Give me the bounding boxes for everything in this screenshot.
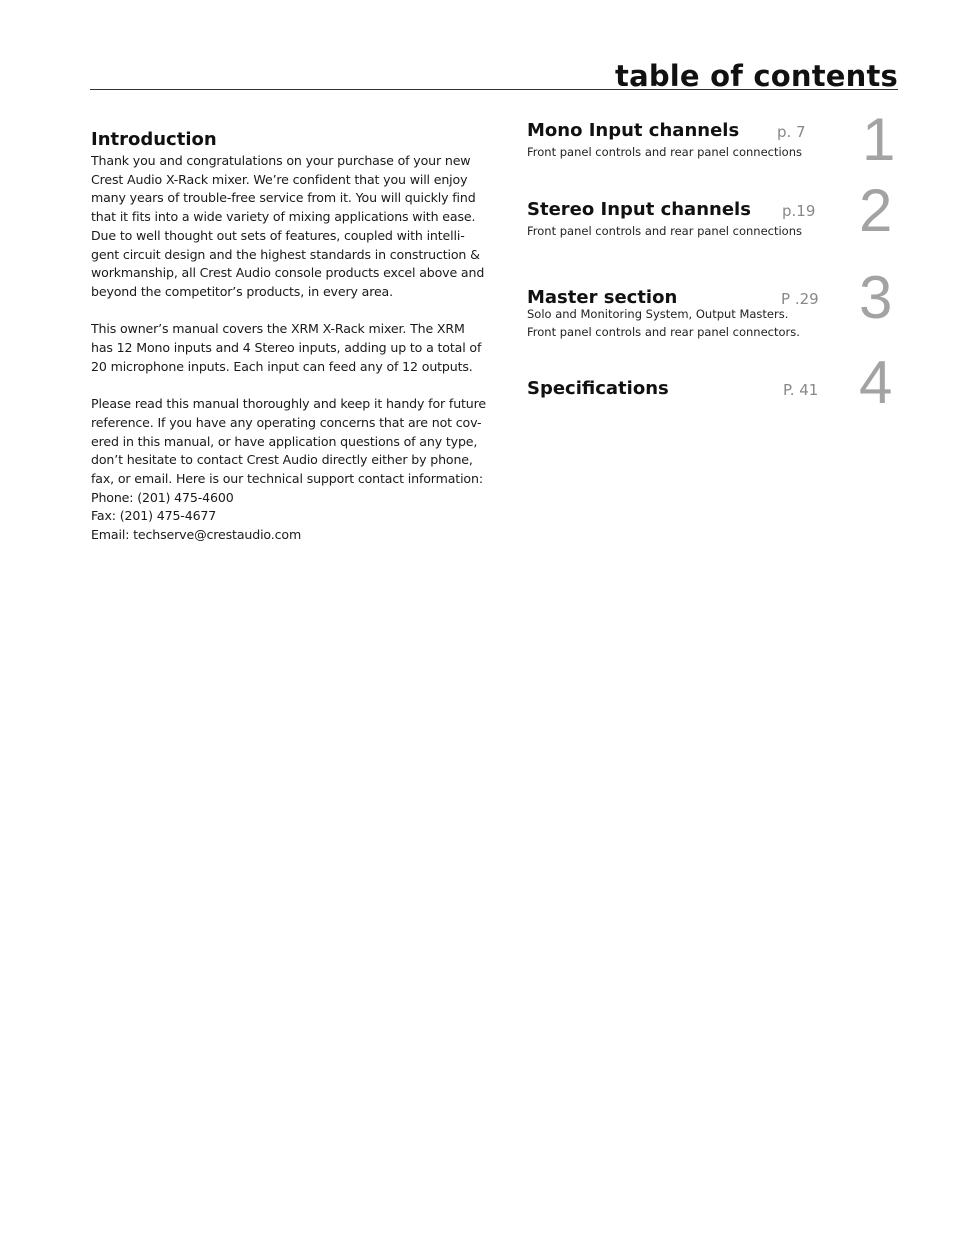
text-line: Thank you and congratulations on your purchase of your new	[91, 153, 471, 168]
text-line: has 12 Mono inputs and 4 Stereo inputs, adding up to a total of	[91, 340, 482, 356]
toc-entry-title: Master section	[527, 287, 678, 308]
introduction-heading: Introduction	[91, 129, 217, 150]
toc-entry-description: Front panel controls and rear panel connections	[527, 224, 803, 238]
toc-entry-page: P. 41	[783, 381, 819, 399]
text-line: Due to well thought out sets of features, coupled with intelli-	[91, 227, 465, 243]
phone-number: Phone: (201) 475-4600	[91, 489, 234, 505]
text-line: ered in this manual, or have application questions of any type,	[91, 433, 478, 449]
text-line: reference. If you have any operating concerns that are not cov-	[91, 414, 482, 430]
toc-entry-description: Solo and Monitoring System, Output Masters.	[527, 307, 789, 321]
text-line: beyond the competitor’s products, in every area.	[91, 283, 393, 299]
page-title: table of contents	[615, 59, 898, 93]
intro-paragraph-3	[91, 395, 509, 545]
toc-entry-title: Stereo Input channels	[527, 199, 751, 220]
text-line: gent circuit design and the highest standards in construction &	[91, 246, 480, 262]
text-line: many years of trouble-free service from it. You will quickly find	[91, 190, 476, 206]
toc-entry-page: p.19	[782, 202, 816, 220]
intro-paragraph-2	[91, 320, 509, 376]
text-line: workmanship, all Crest Audio console products excel above and	[91, 265, 485, 281]
text-line: that it fits into a wide variety of mixing applications with ease.	[91, 209, 476, 225]
toc-entry-description: Front panel controls and rear panel connections	[527, 145, 803, 159]
text-line: Crest Audio X-Rack mixer. We’re confident that you will enjoy	[91, 171, 468, 187]
text-line: don’t hesitate to contact Crest Audio directly either by phone,	[91, 452, 473, 468]
text-line: Please read this manual thoroughly and keep it handy for future	[91, 396, 486, 412]
toc-entry-title: Mono Input channels	[527, 120, 740, 141]
text-line: fax, or email. Here is our technical support contact information:	[91, 470, 483, 486]
fax-number: Fax: (201) 475-4677	[91, 508, 217, 524]
section-number: 3	[859, 264, 893, 331]
toc-entry-page: p. 7	[777, 123, 806, 141]
section-number: 2	[859, 177, 893, 244]
section-number: 1	[862, 106, 896, 173]
introduction-section	[91, 128, 509, 545]
toc-entry-description: Front panel controls and rear panel connectors.	[527, 325, 800, 339]
text-line: 20 microphone inputs. Each input can feed any of 12 outputs.	[91, 358, 473, 374]
text-line: This owner’s manual covers the XRM X-Rack mixer. The XRM	[91, 321, 465, 337]
title-divider	[90, 89, 898, 90]
section-number: 4	[859, 349, 893, 416]
intro-paragraph-1	[91, 152, 509, 302]
email-address: Email: techserve@crestaudio.com	[91, 527, 302, 543]
toc-entry-title: Specifications	[527, 378, 669, 399]
toc-entry-page: P .29	[781, 290, 819, 308]
